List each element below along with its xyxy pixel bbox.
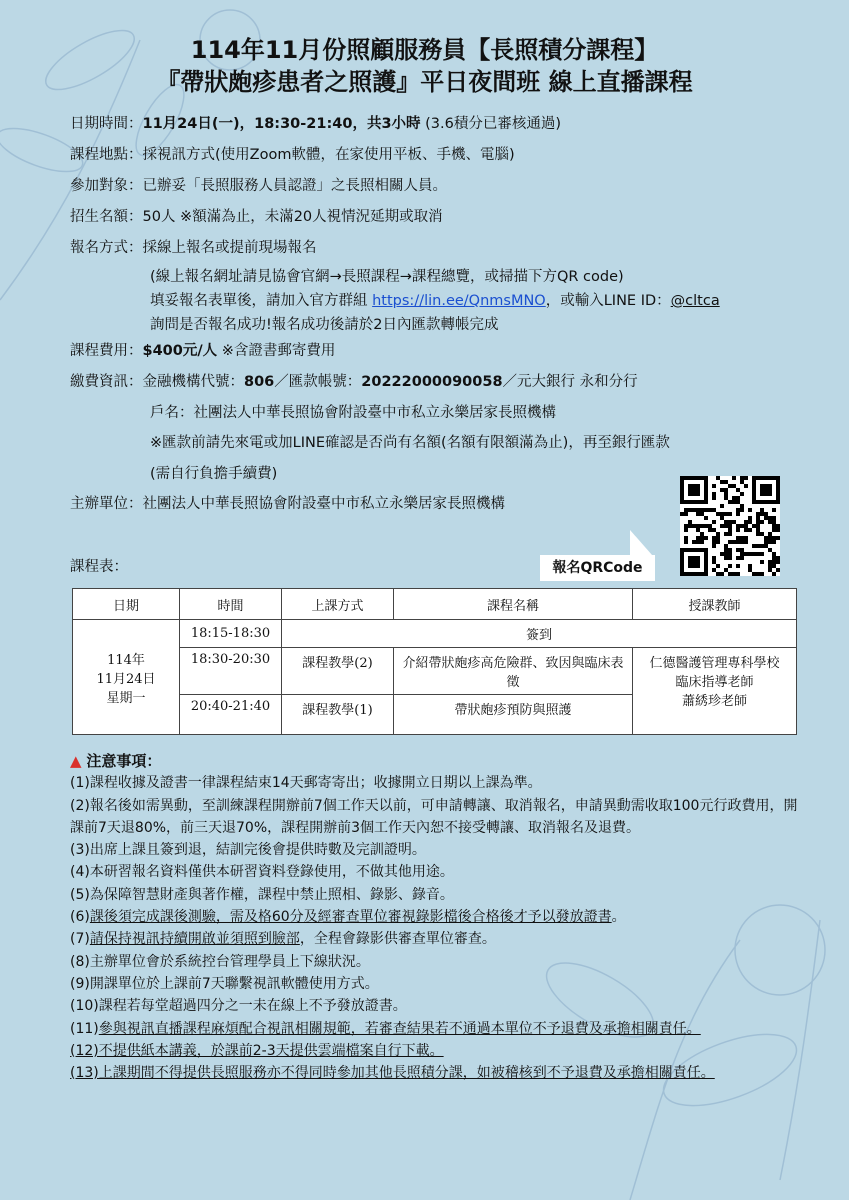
info-signup-line3: 詢問是否報名成功!報名成功後請於2日內匯款轉帳完成 xyxy=(150,317,499,333)
info-signup-line2: 填妥報名表單後，請加入官方群組 https://lin.ee/QnmsMNO，或輸入LINE ID：@cltca xyxy=(150,293,720,309)
note-item xyxy=(70,928,800,950)
info-payment-fee-note: (需自行負擔手續費) xyxy=(150,466,278,482)
warning-triangle-icon: ▲ xyxy=(70,752,82,770)
qr-code[interactable] xyxy=(680,476,780,576)
notes-list xyxy=(70,772,800,1084)
table-row xyxy=(73,648,797,695)
schedule-label: 課程表： xyxy=(70,559,128,575)
header-method: 上課方式 xyxy=(282,589,394,620)
note-text: 。 xyxy=(611,909,626,926)
note-text: (6) xyxy=(70,909,90,926)
note-item xyxy=(70,1018,800,1040)
note-item xyxy=(70,1040,800,1062)
note-text: 請保持視訊持續開啟並須照到臉部 xyxy=(89,931,300,948)
cell-date: 114年 11月24日 星期一 xyxy=(73,620,180,735)
note-text: 課後須完成課後測驗，需及格60分及經審查單位審視錄影檔後合格後才予以發放證書 xyxy=(89,909,612,926)
note-item xyxy=(70,884,800,906)
note-text: (8)主辦單位會於系統控台管理學員上下線狀況。 xyxy=(70,953,370,970)
header-teacher: 授課教師 xyxy=(633,589,797,620)
cell-course: 介紹帶狀皰疹高危險群、致因與臨床表徵 xyxy=(394,648,633,695)
info-quota: 招生名額：50人 ※額滿為止，未滿20人視情況延期或取消 xyxy=(70,209,443,225)
cell-checkin: 簽到 xyxy=(282,620,797,648)
note-text: (12)不提供紙本講義，於課前2-3天提供雲端檔案自行下載。 xyxy=(70,1042,444,1059)
info-organizer: 主辦單位：社團法人中華長照協會附設臺中市私立永樂居家長照機構 xyxy=(70,496,505,512)
note-text: (4)本研習報名資料僅供本研習資料登錄使用，不做其他用途。 xyxy=(70,864,454,881)
cell-time: 18:15-18:30 xyxy=(180,620,282,648)
note-item xyxy=(70,795,800,840)
cell-time: 18:30-20:30 xyxy=(180,648,282,695)
note-text: (7) xyxy=(70,931,90,948)
note-item xyxy=(70,995,800,1017)
note-text: ，全程會錄影供審查單位審查。 xyxy=(299,931,496,948)
title-line-1: 114年11月份照顧服務員【長照積分課程】 xyxy=(190,36,659,64)
cell-time: 20:40-21:40 xyxy=(180,695,282,735)
qr-arrow-icon xyxy=(630,530,652,555)
note-text: (9)開課單位於上課前7天聯繫視訊軟體使用方式。 xyxy=(70,975,379,992)
note-item xyxy=(70,772,800,794)
info-signup: 報名方式：採線上報名或提前現場報名 xyxy=(70,240,317,256)
note-item xyxy=(70,839,800,861)
note-text: (2)報名後如需異動，至訓練課程開辦前7個工作天以前，可申請轉讓、取消報名，申請異動需收取100元行政費用，開課前7天退80%，前三天退70%，課程開辦前3個工作天內恕不接受轉讓、取消報名及退費。 xyxy=(70,797,798,836)
info-payment-note: ※匯款前請先來電或加LINE確認是否尚有名額(名額有限額滿為止)，再至銀行匯款 xyxy=(150,435,670,451)
line-group-link[interactable]: https://lin.ee/QnmsMNO xyxy=(372,293,546,309)
header-time: 時間 xyxy=(180,589,282,620)
info-payment: 繳費資訊：金融機構代號：806／匯款帳號：20222000090058／元大銀行 永和分行 xyxy=(70,374,638,390)
note-item xyxy=(70,1062,800,1084)
cell-method: 課程教學(2) xyxy=(282,648,394,695)
qr-label: 報名QRCode xyxy=(540,555,655,581)
note-text: (1)課程收據及證書一律課程結束14天郵寄寄出；收據開立日期以上課為準。 xyxy=(70,775,542,792)
note-text: (5)為保障智慧財產與著作權，課程中禁止照相、錄影、錄音。 xyxy=(70,886,454,903)
cell-course: 帶狀皰疹預防與照護 xyxy=(394,695,633,735)
note-item xyxy=(70,973,800,995)
header-course: 課程名稱 xyxy=(394,589,633,620)
note-text: (3)出席上課且簽到退，結訓完後會提供時數及完訓證明。 xyxy=(70,842,426,859)
note-item xyxy=(70,906,800,928)
info-fee: 課程費用：$400元/人 ※含證書郵寄費用 xyxy=(70,343,336,359)
cell-teacher: 仁德醫護管理專科學校 臨床指導老師 蕭綉珍老師 xyxy=(633,648,797,735)
info-payment-account-name: 戶名：社團法人中華長照協會附設臺中市私立永樂居家長照機構 xyxy=(150,405,556,421)
note-text: (11) xyxy=(70,1020,99,1037)
note-item xyxy=(70,861,800,883)
info-date: 日期時間：11月24日(一)，18:30-21:40，共3小時 (3.6積分已審核通過) xyxy=(70,116,562,132)
info-place: 課程地點：採視訊方式(使用Zoom軟體，在家使用平板、手機、電腦) xyxy=(70,147,515,163)
note-item xyxy=(70,951,800,973)
schedule-table xyxy=(72,588,797,735)
info-target: 參加對象：已辦妥「長照服務人員認證」之長照相關人員。 xyxy=(70,178,447,194)
line-id: @cltca xyxy=(670,293,720,309)
notes-heading: ▲ 注意事項： xyxy=(70,752,162,770)
note-text: (10)課程若每堂超過四分之一未在線上不予發放證書。 xyxy=(70,998,407,1015)
notes-section xyxy=(70,750,800,1084)
table-row xyxy=(73,620,797,648)
table-header-row xyxy=(73,589,797,620)
info-signup-line1: (線上報名網址請見協會官網→長照課程→課程總覽，或掃描下方QR code) xyxy=(150,269,624,285)
header-date: 日期 xyxy=(73,589,180,620)
title-line-2: 『帶狀皰疹患者之照護』平日夜間班 線上直播課程 xyxy=(156,68,693,96)
note-text: 參與視訊直播課程麻煩配合視訊相關規範，若審查結果若不通過本單位不予退費及承擔相關責任。 xyxy=(98,1020,701,1037)
note-text: (13)上課期間不得提供長照服務亦不得同時參加其他長照積分課，如被稽核到不予退費及承擔相關責任。 xyxy=(70,1065,715,1082)
cell-method: 課程教學(1) xyxy=(282,695,394,735)
